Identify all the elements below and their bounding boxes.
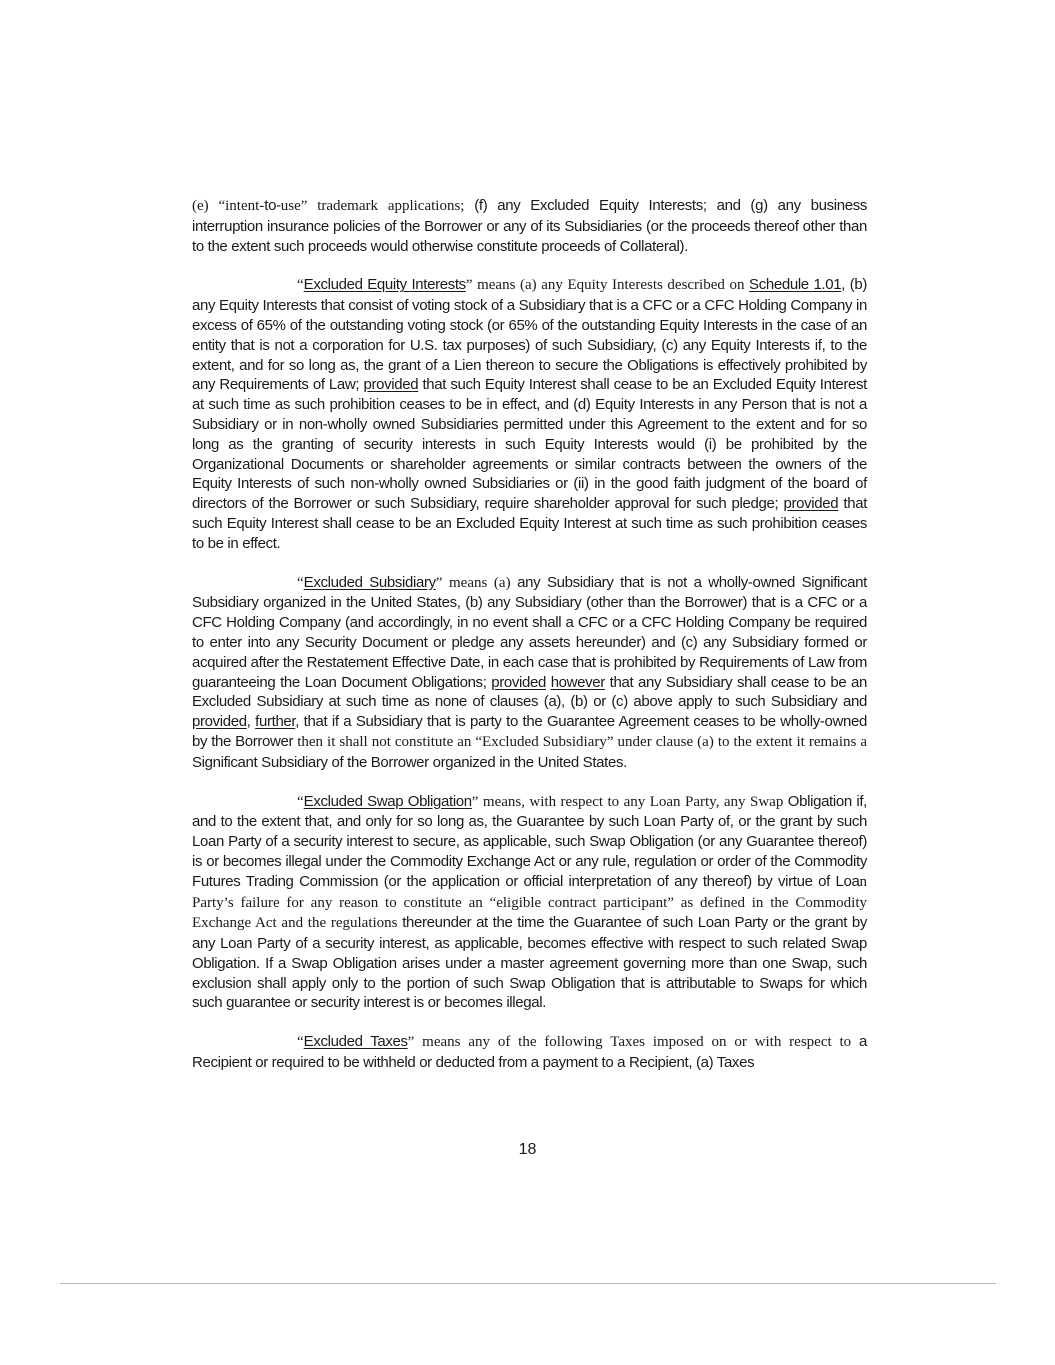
- text-run: any Subsidiary that is not a wholly-owned Significant Subsidiary organized in the United States, (b) any Subsidiary (other than the Borrower) that is a CFC or a CFC Holding Company (and accordingly, in no event shall a CFC or a CFC Holding Company be required to enter into any Security Document or pledge any assets hereunder) and (c) any Subsidiary formed or acquired after the Restatement Effective Date, in each case that is prohibited by Requirements of Law from guaranteeing the Loan Document Obligations;: [192, 573, 867, 691]
- text-run: (f) any Excluded Equity Interests; and (g) any business interruption insurance policies of the Borrower or any of its Subsidiaries (or the proceeds thereof other than to the extent such proceeds would otherwise constitute proceeds of Collateral).: [192, 197, 867, 255]
- text-run: (e) “intent-: [192, 198, 265, 214]
- text-run: ” means any of the following Taxes imposed on or with respect to: [407, 1034, 859, 1051]
- proviso-term: provided: [192, 713, 247, 731]
- text-run: ” means, with respect to any Loan Party, any Swap: [471, 793, 788, 810]
- defined-term: Excluded Taxes: [303, 1033, 408, 1051]
- text-run: n Party’s failure for any reason to constitute an “eligible contract participant” as defined in the Commodity Exchange Act and the regulations: [192, 873, 867, 932]
- text-run: ” means (a) any Equity Interests described on: [465, 277, 750, 294]
- paragraph-continuation: [192, 196, 867, 256]
- text-run: thereunder at the time the Guarantee of such Loan Party or the grant by any Loan Party of a security interest, as applicable, becomes effective with respect to such related Swap Obligation. If a Swap Obligation arises under a master agreement governing more than one Swap, such exclusion shall apply only to the portion of such Swap Obligation that is attributable to Swaps for which such guarantee or security interest is or becomes illegal.: [192, 914, 867, 1012]
- defined-term: Excluded Equity Interests: [303, 276, 466, 294]
- page-number: 18: [518, 1141, 537, 1158]
- footer-divider: [60, 1283, 996, 1284]
- text-run: Obligation if, and to the extent that, and only for so long as, the Guarantee by such Loan Party of, or the grant by such Loan Party of a security interest to secure, as applicable, such Swap Obligation (or any Guarantee thereof) is or becomes illegal under the Commodity Exchange Act or any rule, regulation or order of the Commodity Futures Trading Commission (or the application or official interpretation of any thereof) by virtue of Loa: [192, 792, 867, 890]
- text-run: use” trademark applications;: [280, 198, 475, 214]
- page-body: [192, 196, 867, 1092]
- text-run: a Recipient or required to be withheld or deducted from a payment to a Recipient, (a) Taxes: [192, 1033, 867, 1072]
- text-run: to-: [264, 197, 281, 214]
- text-run: then it shall not constitute an “Excluded Subsidiary” under clause (a) to the extent it remains a: [297, 733, 867, 750]
- quote-mark: “: [297, 793, 304, 810]
- definition-excluded-swap-obligation: [192, 792, 867, 1014]
- quote-mark: “: [297, 574, 304, 591]
- text-run: that such Equity Interest shall cease to be an Excluded Equity Interest at such time as such prohibition ceases to be in effect, and (d) Equity Interests in any Person that is not a Subsidiary or in non-wholly owned Subsidiaries permitted under this Agreement to the extent and for so long as the granting of security interests in such Equity Interests would (i) be prohibited by the Organizational Documents or shareholder agreements or similar contracts between the owners of the Equity Interests of such non-wholly owned Subsidiaries or (ii) in the good faith judgment of the board of directors of the Borrower or such Subsidiary, require shareholder approval for such pledge;: [192, 376, 867, 513]
- defined-term: Excluded Swap Obligation: [303, 792, 472, 810]
- text-run: , (b) any Equity Interests that consist of voting stock of a Subsidiary that is a CFC or a CFC Holding Company in excess of 65% of the outstanding voting stock (or 65% of the outstanding Equity Interests in the case of an entity that is not a corporation for U.S. tax purposes) of such Subsidiary, (c) any Equity Interests if, to the extent, and for so long as, the grant of a Lien thereon to secure the Obligations is effectively prohibited by any Requirements of Law;: [192, 276, 867, 394]
- text-run: that any Subsidiary shall cease to be an Excluded Subsidiary at such time as none of clauses (a), (b) or (c) above apply to such Subsidiary and: [192, 673, 867, 711]
- text-run: Significant Subsidiary of the Borrower organized in the United States.: [192, 753, 627, 771]
- proviso-term: provided: [491, 673, 546, 691]
- text-run: , that if a Subsidiary that is party to the Guarantee Agreement ceases to be wholly-owned by the Borrower: [192, 713, 867, 750]
- quote-mark: “: [297, 277, 304, 294]
- definition-excluded-equity-interests: [192, 275, 867, 553]
- proviso-term: provided: [363, 376, 419, 394]
- definition-excluded-subsidiary: [192, 573, 867, 773]
- text-run: ,: [246, 713, 256, 731]
- definition-excluded-taxes: [192, 1032, 867, 1073]
- proviso-term: further: [255, 713, 296, 731]
- text-run: ” means (a): [435, 574, 518, 591]
- proviso-term: provided: [783, 495, 839, 513]
- text-run: that such Equity Interest shall cease to be an Excluded Equity Interest at such time as such prohibition ceases to be in effect.: [192, 495, 868, 552]
- quote-mark: “: [297, 1034, 304, 1051]
- schedule-reference: Schedule 1.01: [749, 276, 842, 294]
- proviso-term: however: [550, 673, 605, 691]
- defined-term: Excluded Subsidiary: [303, 573, 436, 591]
